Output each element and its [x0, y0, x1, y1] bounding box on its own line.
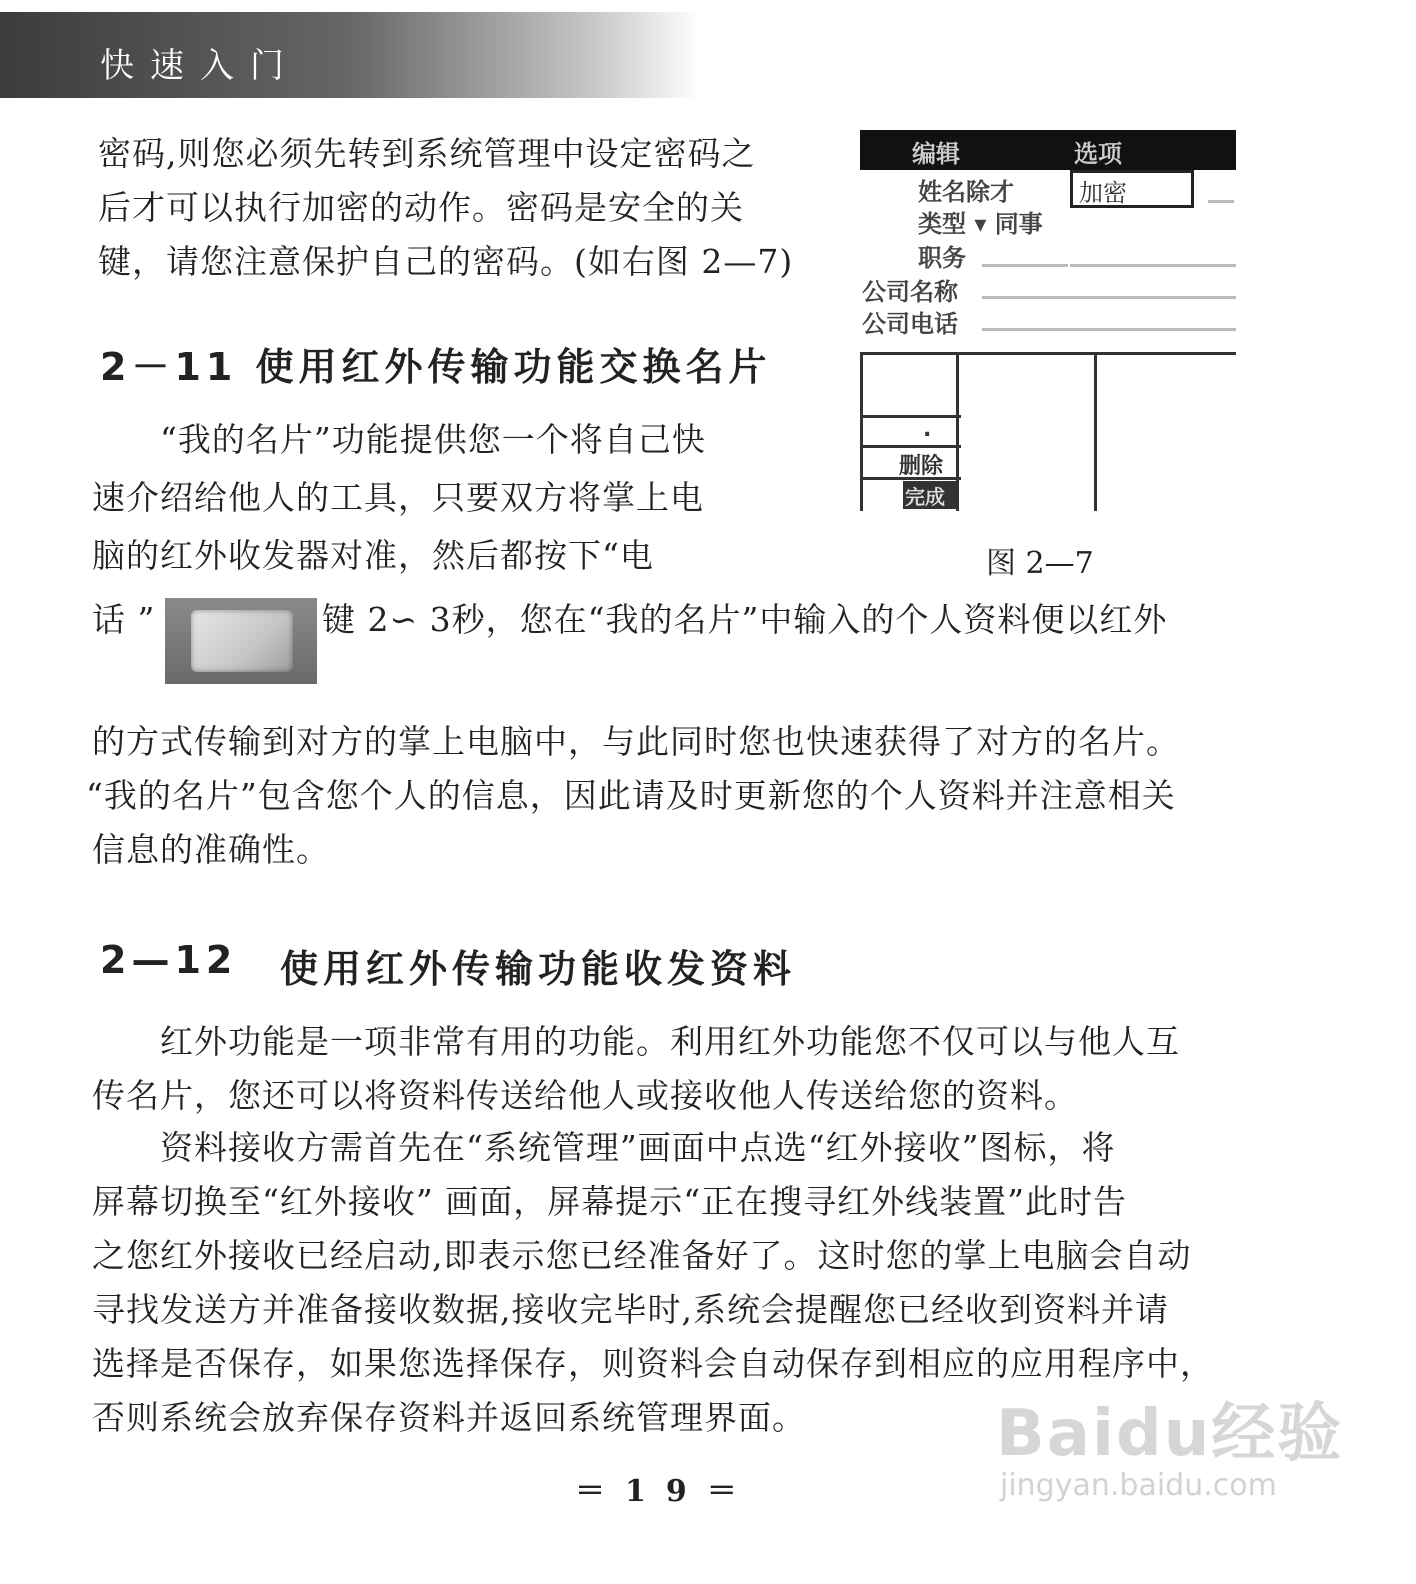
field-line — [982, 264, 1068, 267]
figure-menubar — [860, 130, 1236, 170]
figure-key-delete: 删除 — [899, 454, 944, 479]
text-line: 寻找发送方并准备接收数据,接收完毕时,系统会提醒您已经收到资料并请 — [92, 1290, 1169, 1329]
watermark-logo: Baidu经验 — [996, 1397, 1344, 1471]
text-line: 键 2∽ 3秒，您在“我的名片”中输入的个人资料便以红外 — [322, 600, 1168, 639]
text-line: 资料接收方需首先在“系统管理”画面中点选“红外接收”图标，将 — [160, 1128, 1116, 1167]
text-line: 否则系统会放弃保存资料并返回系统管理界面。 — [92, 1398, 806, 1437]
watermark-site: jingyan.baidu.com — [1000, 1468, 1277, 1503]
text-line: 脑的红外收发器对准，然后都按下“电 — [92, 536, 654, 575]
section-heading: 使用红外传输功能收发资料 — [280, 947, 797, 991]
text-line: 之您红外接收已经启动,即表示您已经准备好了。这时您的掌上电脑会自动 — [92, 1236, 1192, 1275]
figure-dropdown-encrypt: 加密 — [1070, 170, 1194, 208]
figure-keypad — [860, 355, 958, 511]
field-line — [1208, 200, 1234, 203]
text-line: 信息的准确性。 — [92, 830, 330, 869]
text-line: 键，请您注意保护自己的密码。(如右图 2—7) — [98, 242, 794, 281]
text-line: 选择是否保存，如果您选择保存，则资料会自动保存到相应的应用程序中， — [92, 1344, 1214, 1383]
figure-caption: 图 2—7 — [986, 546, 1094, 581]
text-line: “我的名片”包含您个人的信息，因此请及时更新您的个人资料并注意相关 — [86, 776, 1176, 815]
baidu-watermark — [996, 1382, 1344, 1512]
page-number: ＝19＝ — [575, 1474, 757, 1509]
chapter-header-band — [0, 12, 700, 98]
section-heading-number: 2—12 — [100, 938, 238, 982]
field-line — [982, 328, 1236, 331]
text-line: “我的名片”功能提供您一个将自己快 — [160, 420, 706, 459]
field-line — [1070, 264, 1236, 267]
text-line: 后才可以执行加密的动作。密码是安全的关 — [98, 188, 744, 227]
text-line: 传名片，您还可以将资料传送给他人或接收他人传送给您的资料。 — [92, 1076, 1078, 1115]
chapter-title: 快速入门 — [100, 46, 300, 86]
field-line — [982, 296, 1236, 299]
figure-field-label: 公司电话 — [862, 310, 958, 338]
section-heading: 2－11 使用红外传输功能交换名片 — [100, 345, 772, 389]
figure-field-label: 公司名称 — [862, 278, 958, 306]
figure-field-label: 职务 — [918, 244, 966, 272]
text-line: 密码,则您必须先转到系统管理中设定密码之 — [98, 134, 756, 173]
text-line: 速介绍给他人的工具，只要双方将掌上电 — [92, 478, 704, 517]
phone-key-image — [165, 598, 317, 684]
text-line: 屏幕切换至“红外接收” 画面，屏幕提示“正在搜寻红外线装置”此时告 — [92, 1182, 1127, 1221]
figure-menu-edit: 编辑 — [912, 140, 960, 168]
figure-menu-options: 选项 — [1074, 140, 1122, 168]
figure-key-dot: . — [923, 417, 932, 442]
text-line: 话 ” — [92, 600, 156, 639]
figure-field-label: 姓名除才 — [918, 178, 1014, 206]
figure-keyboard-area — [860, 352, 1236, 508]
figure-2-7-screenshot — [860, 130, 1236, 508]
figure-key-done: 完成 — [903, 481, 959, 509]
text-line: 红外功能是一项非常有用的功能。利用红外功能您不仅可以与他人互 — [160, 1022, 1180, 1061]
text-line: 的方式传输到对方的掌上电脑中，与此同时您也快速获得了对方的名片。 — [92, 722, 1180, 761]
figure-field-label: 类型 ▾ 同事 — [918, 210, 1043, 238]
